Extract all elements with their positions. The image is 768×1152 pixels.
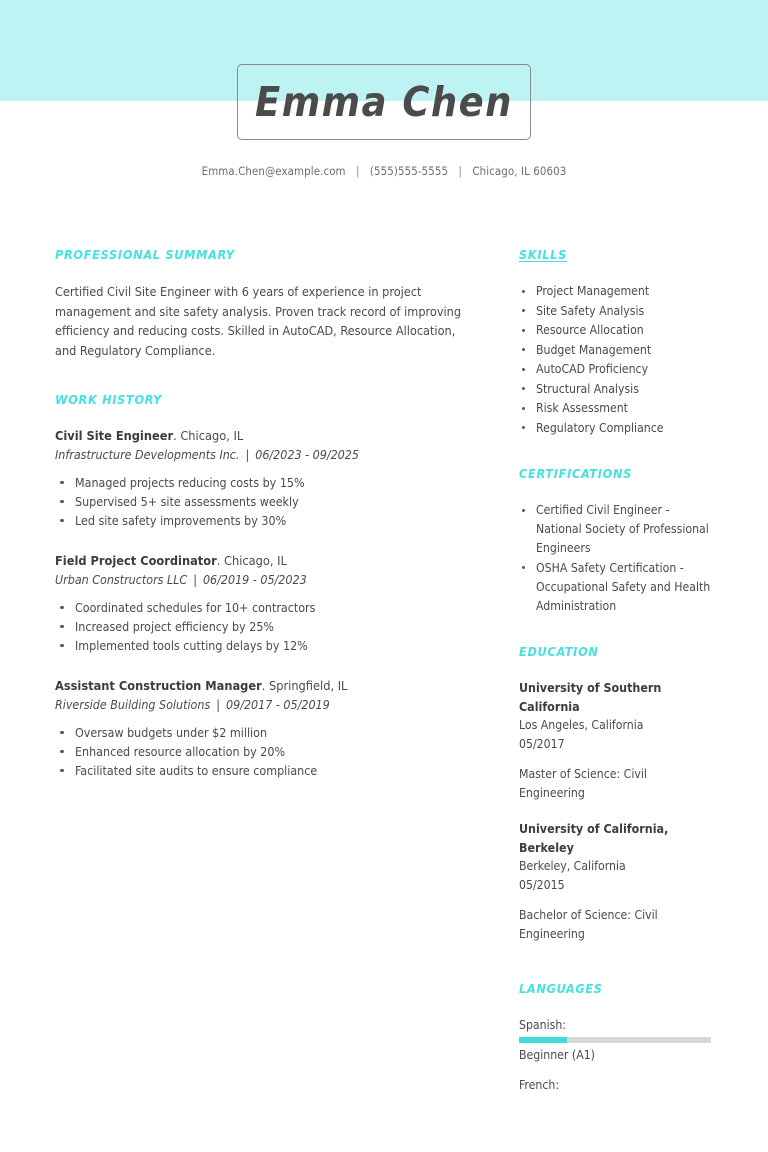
language-progress-fill [519, 1037, 567, 1043]
job-meta [55, 571, 463, 589]
education-date: 05/2017 [519, 736, 565, 751]
left-column [55, 247, 463, 802]
job-bullets [55, 473, 463, 530]
language-level: Beginner (A1) [519, 1048, 595, 1062]
job-title-line [55, 552, 463, 570]
job-location: . Chicago, IL [173, 428, 244, 443]
job-entry [55, 677, 463, 780]
name-box [237, 64, 531, 140]
education-degree: Bachelor of Science: Civil Engineering [519, 908, 658, 941]
language-entry [519, 1016, 715, 1064]
job-bullet: Managed projects reducing costs by 15% [55, 473, 463, 492]
summary-text: Certified Civil Site Engineer with 6 years of experience in project management and site safety analysis. Proven track record of improving efficiency and reducing costs. Skilled in AutoCAD, Resource Allocation, and Regulatory Compliance. [55, 284, 462, 358]
skill-item: Structural Analysis [519, 380, 715, 399]
spacer-education-languages [519, 961, 715, 981]
education-place: Los Angeles, California [519, 718, 644, 732]
job-title-line [55, 427, 463, 445]
summary-heading: PROFESSIONAL SUMMARY [55, 247, 235, 262]
job-bullet: Coordinated schedules for 10+ contractors [55, 598, 463, 617]
education-heading: EDUCATION [519, 644, 599, 659]
job-meta-separator: | [245, 447, 250, 462]
work-history-heading: WORK HISTORY [55, 392, 162, 407]
job-location: . Chicago, IL [216, 553, 287, 568]
job-company: Infrastructure Developments Inc. [55, 447, 240, 462]
education-entry [519, 679, 715, 802]
job-title-line [55, 677, 463, 695]
skill-item: Budget Management [519, 341, 715, 360]
section-certifications [519, 466, 715, 616]
education-school: University of Southern California [519, 680, 662, 714]
job-bullet: Facilitated site audits to ensure compliance [55, 761, 463, 780]
contact-email: Emma.Chen@example.com [201, 164, 346, 178]
job-meta [55, 696, 463, 714]
job-company: Urban Constructors LLC [55, 572, 188, 587]
contact-line [0, 164, 768, 178]
certifications-heading: CERTIFICATIONS [519, 466, 633, 481]
education-date: 05/2015 [519, 877, 565, 892]
job-bullet: Supervised 5+ site assessments weekly [55, 492, 463, 511]
job-bullets [55, 723, 463, 780]
education-degree: Master of Science: Civil Engineering [519, 767, 647, 800]
language-name: Spanish: [519, 1018, 567, 1032]
job-entry [55, 552, 463, 655]
job-bullet: Led site safety improvements by 30% [55, 511, 463, 530]
skill-item: Project Management [519, 282, 715, 301]
section-professional-summary [55, 247, 463, 360]
job-meta [55, 446, 463, 464]
language-entry [519, 1076, 715, 1094]
contact-separator-1: | [356, 164, 360, 178]
section-languages [519, 981, 715, 1094]
education-school: University of California, Berkeley [519, 821, 669, 855]
job-title: Civil Site Engineer [55, 428, 174, 443]
job-meta-separator: | [216, 697, 221, 712]
certification-item: OSHA Safety Certification - Occupational Safety and Health Administration [519, 559, 715, 616]
skills-list [519, 282, 715, 438]
skill-item: Risk Assessment [519, 399, 715, 418]
job-title: Assistant Construction Manager [55, 678, 262, 693]
job-location: . Springfield, IL [261, 678, 348, 693]
job-bullet: Increased project efficiency by 25% [55, 617, 463, 636]
skill-item: Resource Allocation [519, 321, 715, 340]
section-education [519, 644, 715, 943]
job-bullet: Oversaw budgets under $2 million [55, 723, 463, 742]
certification-item: Certified Civil Engineer - National Society of Professional Engineers [519, 501, 715, 558]
languages-heading: LANGUAGES [519, 981, 603, 996]
job-entry [55, 427, 463, 530]
education-place: Berkeley, California [519, 859, 626, 873]
job-dates: 06/2019 - 05/2023 [202, 572, 307, 587]
candidate-name: Emma Chen [255, 78, 513, 126]
language-progress-bar [519, 1037, 711, 1043]
skills-heading: SKILLS [519, 247, 567, 262]
section-work-history [55, 392, 463, 780]
spacer-certs-education [519, 616, 715, 644]
right-column [519, 247, 715, 1106]
job-bullet: Enhanced resource allocation by 20% [55, 742, 463, 761]
section-skills [519, 247, 715, 438]
job-title: Field Project Coordinator [55, 553, 217, 568]
job-dates: 06/2023 - 09/2025 [255, 447, 359, 462]
skill-item: AutoCAD Proficiency [519, 360, 715, 379]
spacer-summary-work [55, 360, 463, 392]
skill-item: Regulatory Compliance [519, 419, 715, 438]
spacer-skills-certs [519, 438, 715, 466]
job-dates: 09/2017 - 05/2019 [226, 697, 330, 712]
contact-location: Chicago, IL 60603 [472, 164, 567, 178]
certifications-list [519, 501, 715, 616]
contact-separator-2: | [458, 164, 463, 178]
job-bullet: Implemented tools cutting delays by 12% [55, 636, 463, 655]
language-name: French: [519, 1078, 560, 1092]
job-bullets [55, 598, 463, 655]
education-entry [519, 820, 715, 943]
skill-item: Site Safety Analysis [519, 302, 715, 321]
contact-phone: (555)555-5555 [369, 164, 449, 178]
job-meta-separator: | [193, 572, 197, 587]
job-company: Riverside Building Solutions [55, 697, 211, 712]
